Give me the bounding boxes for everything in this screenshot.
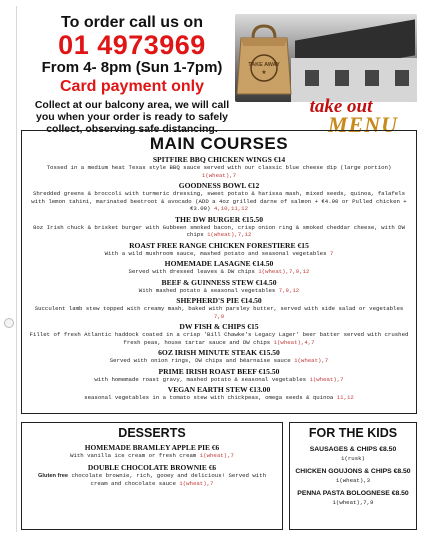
section-title: FOR THE KIDS (308, 426, 398, 440)
dish-name: PRIME IRISH ROAST BEEF €15.50 (158, 366, 280, 376)
menu-item (22, 322, 416, 346)
desserts-section (21, 422, 283, 530)
photo-window (395, 70, 409, 86)
dish-name: 6OZ IRISH MINUTE STEAK €15.50 (158, 348, 280, 357)
dish-name: ROAST FREE RANGE CHICKEN FORESTIERE €15 (129, 240, 309, 250)
photo-window (365, 70, 379, 86)
menu-page (16, 6, 420, 532)
menu-item (22, 385, 416, 402)
dish-description: with homemade roast gravy, mashed potato & seasonal vegetables 1(wheat),7 (94, 375, 344, 383)
menu-item (22, 215, 416, 239)
menu-item (22, 155, 416, 179)
photo-window (305, 70, 319, 86)
menu-item (22, 367, 416, 384)
svg-text:★: ★ (261, 70, 267, 76)
allergen-codes: 1(rusk) (341, 454, 365, 462)
dish-description: 8oz Irish chuck & brisket burger with Gubbeen smoked bacon, crisp onion ring & smoked cheddar cheese, with DW chips 1(wheat),7,12 (32, 223, 406, 238)
dish-name: DW FISH & CHIPS €15 (179, 322, 259, 331)
dish-description: Succulent lamb stew topped with creamy mash, baked with parsley butter, served with side salad or vegetables 7,9 (34, 305, 404, 320)
allergen-codes: 7,9 (213, 312, 225, 320)
dessert-name: HOMEMADE BRAMLEY APPLE PIE €6 (84, 443, 220, 452)
dish-description: Shredded greens & broccoli with turmeric dressing, sweet potato & harissa mash, mixed seeds, quinoa, falafels with lemon tahini, marinated beetroot & avocado (ADD a 4oz grilled darne of salmon + €4.00 or Pulled chicken + €3.00) 4,10,11,12 (31, 190, 407, 212)
allergen-codes: 4,10,11,12 (213, 205, 249, 212)
menu-item (22, 259, 416, 276)
phone-number[interactable]: 01 4973969 (58, 30, 206, 60)
kids-item-name: PENNA PASTA BOLOGNESE €8.50 (297, 490, 409, 497)
kids-item-name: SAUSAGES & CHIPS €8.50 (309, 446, 397, 453)
dish-description: With mashed potato & seasonal vegetables 7,9,12 (138, 286, 300, 294)
dish-name: HOMEMADE LASAGNE €14.50 (164, 259, 274, 268)
allergen-codes: 7 (329, 249, 334, 257)
allergen-codes: 1(wheat),7,12 (207, 231, 252, 238)
main-courses-section (21, 130, 417, 414)
dish-description: Fillet of fresh Atlantic haddock coated in a crisp 'Bill Chawke's Legacy Lager' beer batter served with crushed fresh peas, house tartar sauce and DW chips 1(wheat),4,7 (29, 331, 409, 346)
menu-item (22, 348, 416, 365)
allergen-codes: 1(wheat),7,9,12 (258, 268, 310, 275)
menu-item (22, 181, 416, 213)
allergen-codes: 1(wheat),7 (199, 452, 234, 459)
dish-description: seasonal vegetables in a tomato stew with chickpeas, omega seeds & quinoa 11,12 (84, 394, 354, 401)
allergen-codes: 1(wheat),7 (201, 171, 237, 179)
order-call-label: To order call us on (61, 14, 203, 31)
takeout-label: take out (309, 96, 373, 117)
dish-name: BEEF & GUINNESS STEW €14.50 (161, 277, 277, 287)
dessert-name: DOUBLE CHOCOLATE BROWNIE €6 (87, 462, 217, 472)
dessert-description: Gluten free chocolate brownie, rich, gooey and delicious! Served with cream and chocolate sauce 1(wheat),7 (38, 471, 266, 487)
allergen-codes: 1(wheat),7 (294, 357, 329, 364)
dish-description: With a wild mushroom sauce, mashed potato and seasonal vegetables 7 (104, 249, 334, 257)
menu-label: MENU (327, 112, 398, 137)
allergen-codes: 11,12 (336, 394, 354, 401)
dessert-description: With vanilla ice cream or fresh cream 1(wheat),7 (70, 452, 234, 459)
dish-description: Tossed in a medium heat Texas style BBQ sauce served with our classic blue cheese dip (large portion) 1(wheat),7 (46, 164, 392, 179)
photo-window (335, 70, 349, 86)
allergen-codes: 1(wheat),4,7 (273, 338, 315, 346)
opening-hours: From 4- 8pm (Sun 1-7pm) (41, 59, 223, 76)
dish-description: Served with onion rings, DW chips and béarnaise sauce 1(wheat),7 (109, 357, 329, 364)
dish-description: Served with dressed leaves & DW chips 1(wheat),7,9,12 (128, 268, 310, 275)
dish-name: SPITFIRE BBQ CHICKEN WINGS €14 (152, 155, 286, 164)
allergen-codes: 1(wheat),7 (179, 480, 214, 487)
allergen-codes: 1(wheat),3 (335, 476, 371, 484)
menu-item (22, 278, 416, 295)
kids-section (289, 422, 417, 530)
card-payment-notice: Card payment only (59, 78, 205, 95)
allergen-codes: 1(wheat),7 (309, 375, 344, 383)
section-title: DESSERTS (118, 426, 186, 440)
menu-item (22, 241, 416, 258)
dish-name: THE DW BURGER €15.50 (174, 214, 264, 224)
order-info (25, 14, 239, 135)
menu-item (22, 296, 416, 320)
collection-notice: Collect at our balcony area, we will call you when your order is ready to safely collect, observing safe distancing. (34, 99, 230, 135)
carousel-indicator[interactable] (4, 318, 14, 328)
gluten-free-label: Gluten free (38, 472, 69, 479)
allergen-codes: 1(wheat),7,9 (332, 498, 374, 506)
kids-item-name: CHICKEN GOUJONS & CHIPS €8.50 (295, 468, 411, 475)
bag-stamp-text: TAKE AWAY (248, 62, 280, 68)
allergen-codes: 7,9,12 (278, 286, 300, 294)
dish-name: GOODNESS BOWL €12 (178, 181, 260, 190)
dish-name: SHEPHERD'S PIE €14.50 (176, 296, 262, 305)
section-title: MAIN COURSES (149, 134, 289, 153)
dish-name: VEGAN EARTH STEW €13.00 (167, 385, 271, 394)
takeaway-bag-icon (235, 22, 293, 96)
